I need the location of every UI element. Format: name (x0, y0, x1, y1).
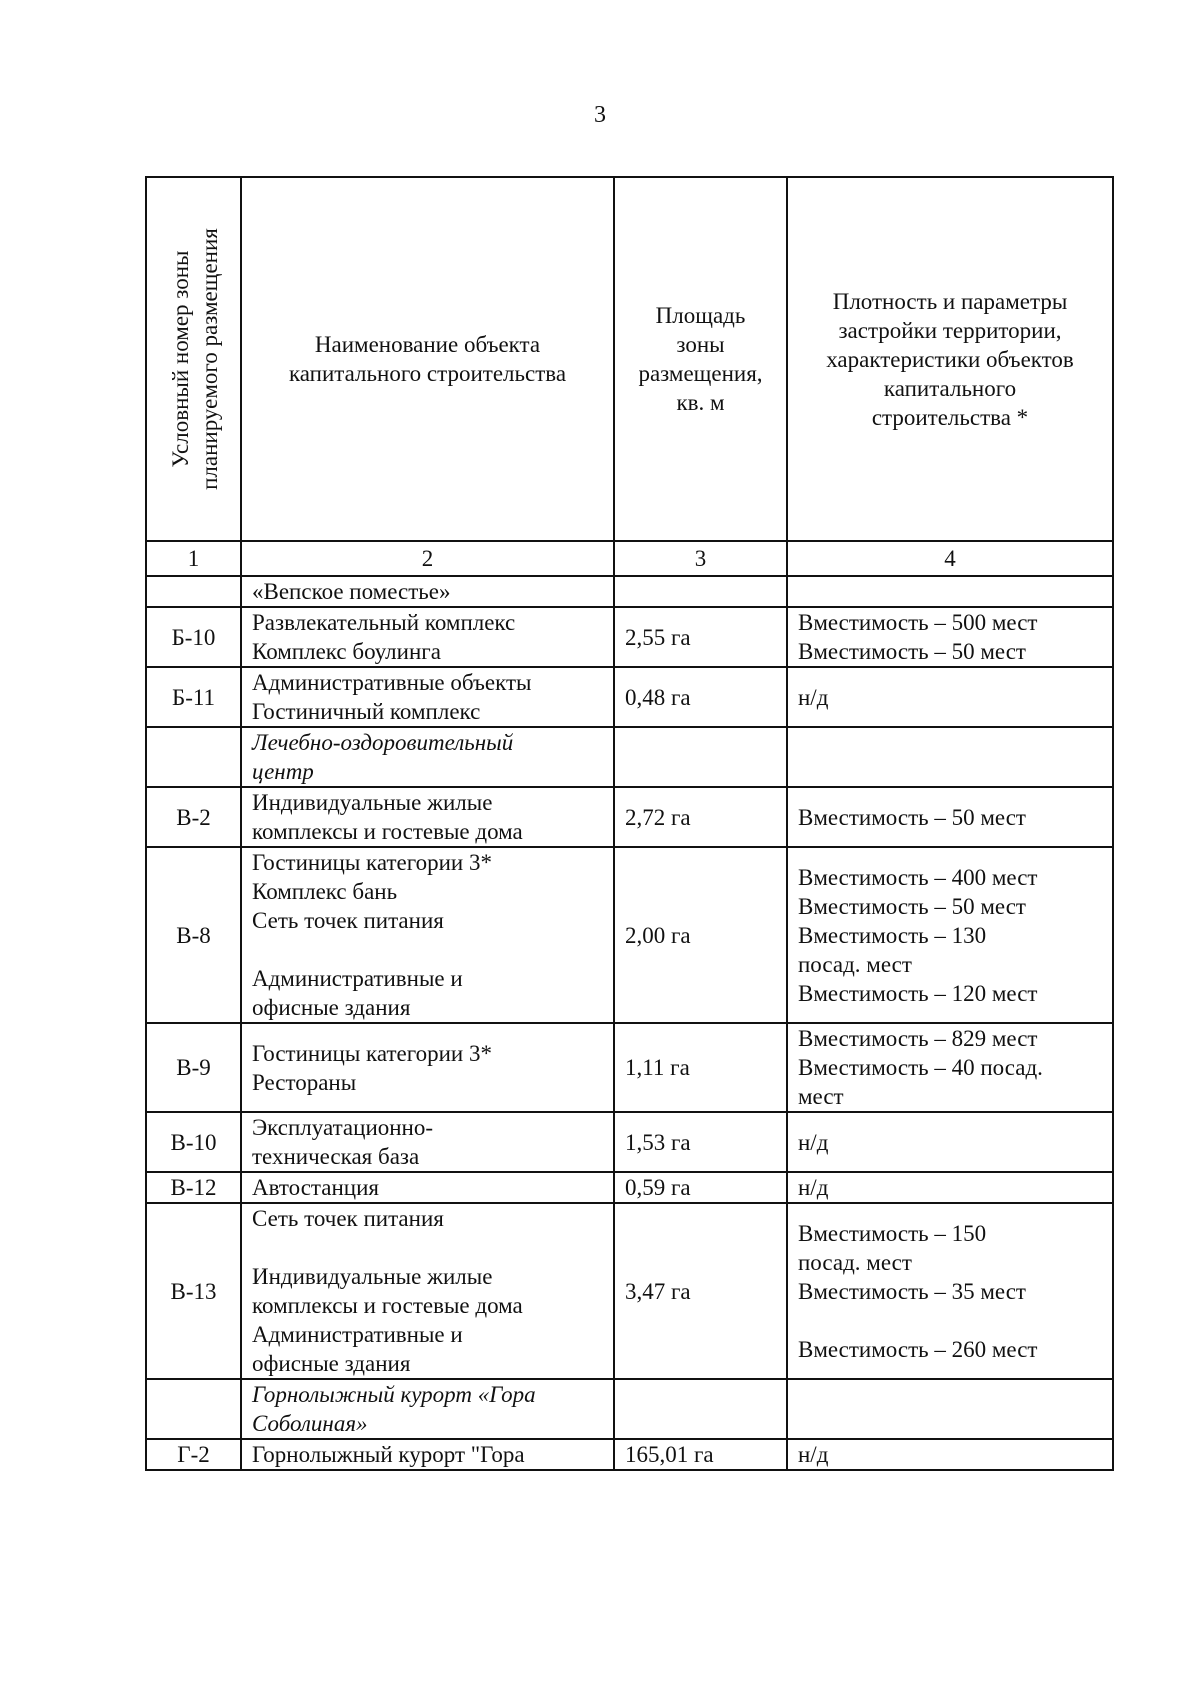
object-name-line: техническая база (252, 1144, 420, 1169)
object-parameters-line: Вместимость – 50 мест (798, 804, 1026, 830)
table-row (146, 667, 1113, 727)
object-name-line: Эксплуатационно- (252, 1115, 434, 1140)
zone-code: Б-10 (146, 607, 241, 667)
object-name (241, 1439, 614, 1470)
header-zone-number (146, 177, 241, 541)
object-name-line: комплексы и гостевые дома (252, 819, 523, 844)
section-title-line: «Вепское поместье» (252, 579, 451, 604)
table-section-row (146, 576, 1113, 607)
object-parameters-line: Вместимость – 40 посад. (798, 1055, 1043, 1080)
object-name-line: Сеть точек питания (252, 908, 444, 933)
object-name-line: Гостиницы категории 3* (252, 850, 492, 875)
empty-cell (787, 727, 1113, 787)
section-title-line: центр (252, 759, 314, 784)
object-parameters-line: н/д (798, 1129, 829, 1155)
table-row (146, 787, 1113, 847)
zone-code: В-2 (146, 787, 241, 847)
object-name-line: Гостиницы категории 3* (252, 1040, 492, 1066)
object-parameters-line: н/д (798, 684, 829, 710)
object-name-line: Развлекательный комплекс (252, 610, 516, 635)
object-name (241, 667, 614, 727)
section-title-line: Соболиная» (252, 1411, 368, 1436)
zone-area: 1,11 га (614, 1023, 787, 1112)
object-name-line: Сеть точек питания (252, 1206, 444, 1231)
column-number: 1 (146, 541, 241, 576)
zone-code: В-12 (146, 1172, 241, 1203)
object-parameters-line: Вместимость – 50 мест (798, 893, 1026, 919)
empty-cell (787, 1379, 1113, 1439)
table-row (146, 847, 1113, 1023)
empty-cell (614, 576, 787, 607)
empty-cell (614, 1379, 787, 1439)
object-name (241, 607, 614, 667)
page-number: 3 (594, 102, 606, 128)
object-parameters-line: Вместимость – 35 мест (798, 1278, 1026, 1304)
column-number-row (146, 541, 1113, 576)
column-number: 2 (241, 541, 614, 576)
object-name-line: Рестораны (252, 1069, 357, 1095)
object-name-line: Гостиничный комплекс (252, 699, 481, 724)
table-row (146, 1112, 1113, 1172)
object-name (241, 1203, 614, 1379)
zone-code: В-9 (146, 1023, 241, 1112)
object-parameters-line: Вместимость – 500 мест (798, 610, 1038, 635)
object-name (241, 1172, 614, 1203)
zone-area: 1,53 га (614, 1112, 787, 1172)
object-name-line: Индивидуальные жилые (252, 1264, 493, 1289)
object-parameters-line: н/д (798, 1442, 829, 1467)
object-name (241, 847, 614, 1023)
section-title (241, 1379, 614, 1439)
zone-area: 3,47 га (614, 1203, 787, 1379)
table-header-row (146, 177, 1113, 541)
zone-code: В-10 (146, 1112, 241, 1172)
object-parameters (787, 1023, 1113, 1112)
object-name (241, 787, 614, 847)
section-title (241, 727, 614, 787)
zone-code: В-13 (146, 1203, 241, 1379)
section-title-line: Горнолыжный курорт «Гора (252, 1382, 536, 1407)
table-row (146, 607, 1113, 667)
object-name-line: Комплекс бань (252, 879, 398, 904)
object-name-line: офисные здания (252, 995, 411, 1020)
zone-area: 2,00 га (614, 847, 787, 1023)
object-parameters-line: Вместимость – 260 мест (798, 1336, 1038, 1362)
object-parameters (787, 1112, 1113, 1172)
object-parameters-line: Вместимость – 50 мест (798, 639, 1026, 664)
object-parameters-line: мест (798, 1084, 844, 1109)
object-name (241, 1023, 614, 1112)
object-name-line: Комплекс боулинга (252, 639, 441, 664)
object-name-line: офисные здания (252, 1351, 411, 1376)
object-name (241, 1112, 614, 1172)
empty-cell (787, 576, 1113, 607)
object-parameters-line: Вместимость – 120 мест (798, 980, 1038, 1006)
object-parameters (787, 1203, 1113, 1379)
object-parameters-line: посад. мест (798, 1249, 912, 1275)
object-parameters-line: Вместимость – 130 (798, 922, 987, 948)
zone-code: Б-11 (146, 667, 241, 727)
empty-cell (146, 576, 241, 607)
zone-area: 0,48 га (614, 667, 787, 727)
table-section-row (146, 1379, 1113, 1439)
table-section-row (146, 727, 1113, 787)
column-number: 4 (787, 541, 1113, 576)
zone-area: 0,59 га (614, 1172, 787, 1203)
zone-area: 2,55 га (614, 607, 787, 667)
object-name-line: Административные и (252, 1322, 463, 1347)
object-name-line: комплексы и гостевые дома (252, 1293, 523, 1318)
object-parameters-line: Вместимость – 400 мест (798, 864, 1038, 890)
object-name-line: Административные и (252, 966, 463, 991)
object-parameters (787, 847, 1113, 1023)
header-parameters: Плотность и параметры застройки территории, характеристики объектов капитального строительства * (787, 177, 1113, 541)
object-parameters (787, 1172, 1113, 1203)
object-parameters (787, 787, 1113, 847)
object-parameters-line: посад. мест (798, 951, 912, 977)
table-row (146, 1172, 1113, 1203)
section-title (241, 576, 614, 607)
zone-area: 165,01 га (614, 1439, 787, 1470)
object-name-line: Административные объекты (252, 670, 532, 695)
object-parameters (787, 1439, 1113, 1470)
empty-cell (614, 727, 787, 787)
zones-table (145, 176, 1114, 1471)
object-name-line: Автостанция (252, 1175, 379, 1200)
object-parameters-line: н/д (798, 1175, 829, 1200)
table-row (146, 1439, 1113, 1470)
object-parameters (787, 667, 1113, 727)
header-area: Площадь зоны размещения, кв. м (614, 177, 787, 541)
object-parameters-line: Вместимость – 829 мест (798, 1026, 1038, 1051)
table-row (146, 1203, 1113, 1379)
empty-cell (146, 727, 241, 787)
zone-code: Г-2 (146, 1439, 241, 1470)
empty-cell (146, 1379, 241, 1439)
zone-area: 2,72 га (614, 787, 787, 847)
object-parameters (787, 607, 1113, 667)
table-row (146, 1023, 1113, 1112)
object-name-line: Индивидуальные жилые (252, 790, 493, 815)
column-number: 3 (614, 541, 787, 576)
header-zone-number-text: Условный номер зоны планируемого размещения (167, 228, 222, 490)
zone-code: В-8 (146, 847, 241, 1023)
header-object-name: Наименование объекта капитального строительства (241, 177, 614, 541)
object-parameters-line: Вместимость – 150 (798, 1220, 987, 1246)
section-title-line: Лечебно-оздоровительный (252, 730, 514, 755)
object-name-line: Горнолыжный курорт "Гора (252, 1442, 525, 1467)
